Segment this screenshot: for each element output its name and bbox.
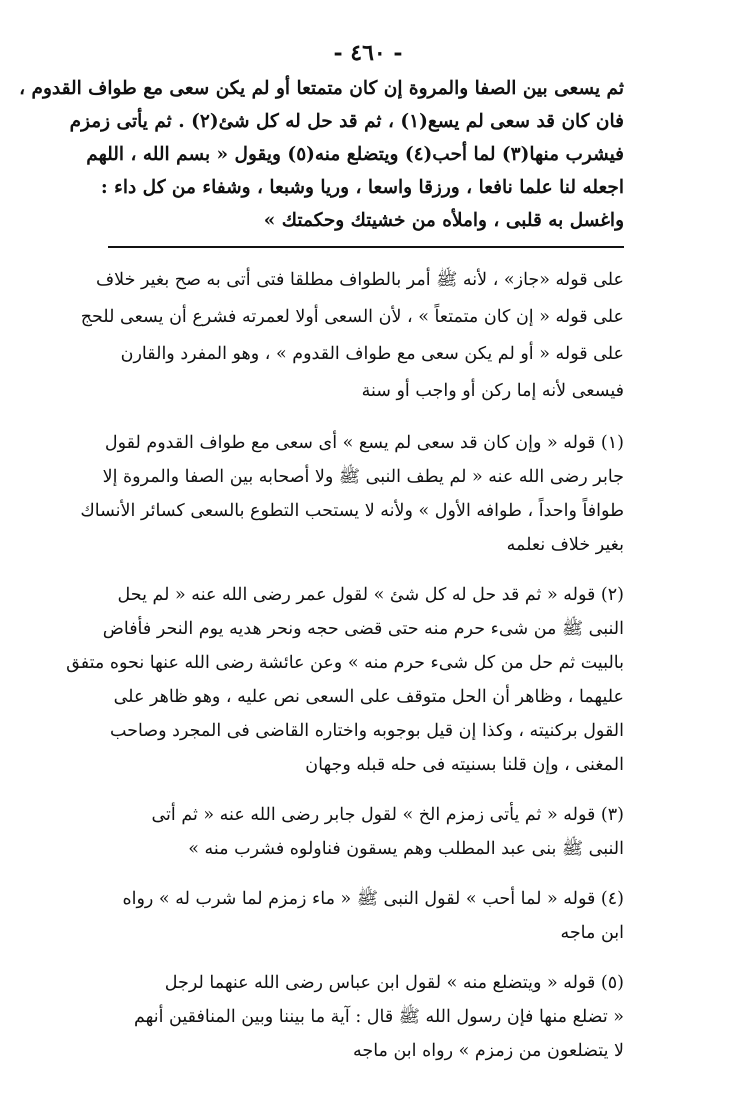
main-text-line: فان كان قد سعى لم يسع(١) ، ثم قد حل له كل شئ(٢) . ثم يأتى زمزم [69,111,624,132]
footnote-line: لا يتضلعون من زمزم » رواه ابن ماجه [353,1041,624,1061]
footnote-line: (٥) قوله « ويتضلع منه » لقول ابن عباس رضى الله عنهما لرجل [164,973,624,993]
footnote-line: (٤) قوله « لما أحب » لقول النبى ﷺ « ماء زمزم لما شرب له » رواه [122,889,624,909]
main-text-line: اجعله لنا علما نافعا ، ورزقا واسعا ، وريا وشبعا ، وشفاء من كل داء : [100,177,624,198]
footnote-paragraph [108,966,624,1068]
footnote-line: فيسعى لأنه إما ركن أو واجب أو سنة [361,381,624,401]
footnote-line: النبى ﷺ بنى عبد المطلب وهم يسقون فناولوه فشرب منه » [188,839,624,859]
footnote-line: (٣) قوله « ثم يأتى زمزم الخ » لقول جابر رضى الله عنه « ثم أتى [151,805,624,825]
footnote-paragraph [108,882,624,950]
footnote-paragraph [80,426,624,562]
footnote-line: ابن ماجه [560,923,624,943]
footnotes [66,262,624,1084]
footnote-line: جابر رضى الله عنه « لم يطف النبى ﷺ ولا أصحابه بين الصفا والمروة إلا [102,467,624,487]
footnote-line: (٢) قوله « ثم قد حل له كل شئ » لقول عمر رضى الله عنه « لم يحل [117,585,624,605]
separator-line [108,246,624,248]
main-text-line: ثم يسعى بين الصفا والمروة إن كان متمتعا أو لم يكن سعى مع طواف القدوم ، [19,78,624,99]
footnote-line: القول بركنيته ، وكذا إن قيل بوجوبه واختاره القاضى فى المجرد وصاحب [109,721,624,741]
footnote-line: بالبيت ثم حل من كل شىء حرم منه » وعن عائشة رضى الله عنها نحوه متفق [66,653,624,673]
main-text-line: فيشرب منها(٣) لما أحب(٤) ويتضلع منه(٥) ويقول « بسم الله ، اللهم [86,144,624,165]
footnote-line: بغير خلاف نعلمه [506,535,624,555]
footnote-line: النبى ﷺ من شىء حرم منه حتى قضى حجه ونحر هديه يوم النحر فأفاض [102,619,624,639]
page-number: - ٤٦٠ - [333,40,403,66]
footnote-paragraph [108,798,624,866]
footnote-line: طوافاً واحداً ، طوافه الأول » ولأنه لا يستحب التطوع بالسعى كسائر الأنساك [80,501,624,521]
footnote-line: على قوله « إن كان متمتعاً » ، لأن السعى أولا لعمرته فشرع أن يسعى للحج [80,307,624,327]
footnote-line: على قوله « أو لم يكن سعى مع طواف القدوم » ، وهو المفرد والقارن [120,344,624,364]
footnote-line: عليهما ، وظاهر أن الحل متوقف على السعى نص عليه ، وهو ظاهر على [113,687,624,707]
footnote-line: (١) قوله « وإن كان قد سعى لم يسع » أى سعى مع طواف القدوم لقول [104,433,624,453]
main-text-line: واغسل به قلبى ، واملأه من خشيتك وحكمتك » [263,210,624,231]
footnote-paragraph [66,578,624,782]
main-text [19,72,624,237]
footnote-paragraph [80,262,624,410]
footnote-line: على قوله «جاز» ، لأنه ﷺ أمر بالطواف مطلقا فتى أتى به صح بغير خلاف [96,270,624,290]
footnote-line: المغنى ، وإن قلنا بسنيته فى حله قبله وجهان [305,755,624,775]
footnote-line: « تضلع منها فإن رسول الله ﷺ قال : آية ما بيننا وبين المنافقين أنهم [133,1007,624,1027]
